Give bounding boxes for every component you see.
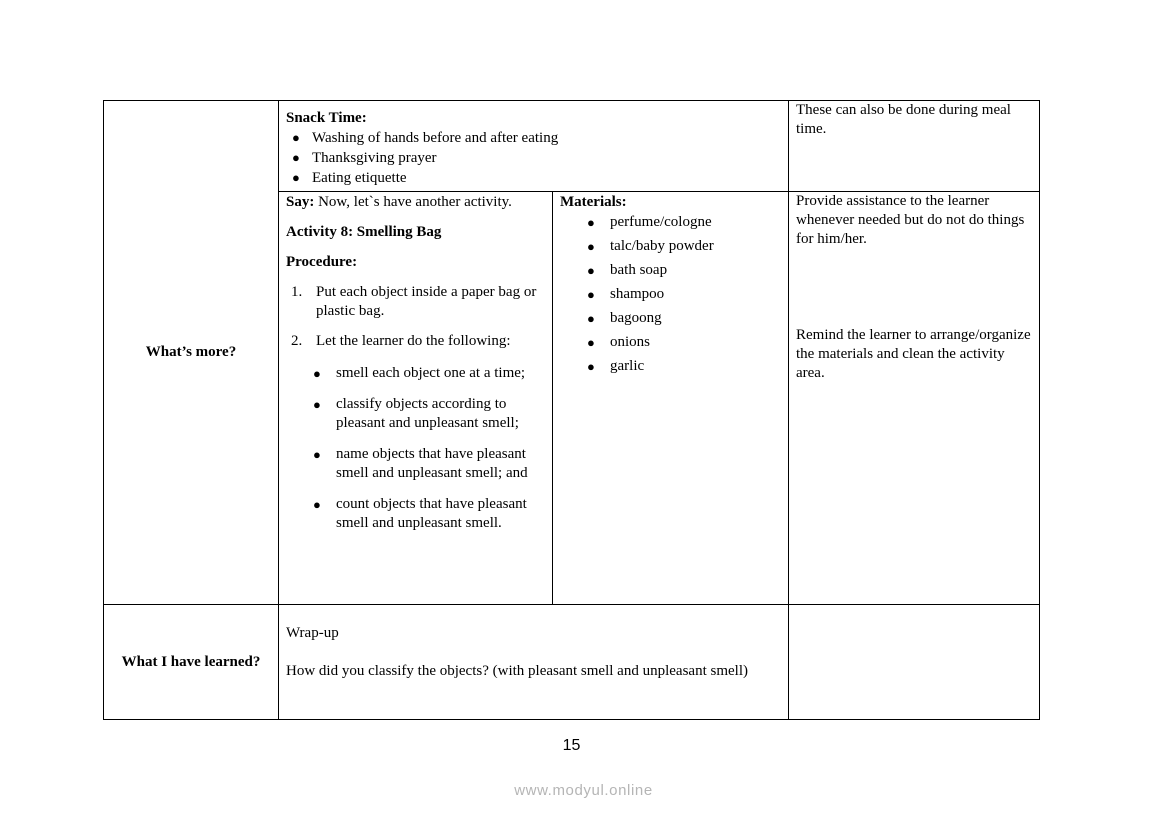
snack-time-title: Snack Time: bbox=[286, 110, 367, 126]
bullet-icon: ● bbox=[587, 335, 595, 350]
table-border-left bbox=[103, 100, 104, 720]
table-border-right bbox=[1039, 100, 1040, 720]
list-item: ● talc/baby powder bbox=[587, 238, 714, 254]
column-divider-1 bbox=[278, 100, 279, 720]
bullet-icon: ● bbox=[313, 397, 321, 412]
bullet-icon: ● bbox=[292, 150, 300, 165]
lesson-table bbox=[103, 100, 1040, 720]
list-item: ● name objects that have pleasant smell and unpleasant smell; and bbox=[313, 446, 528, 481]
bullet-icon: ● bbox=[587, 287, 595, 302]
list-item: ● Eating etiquette bbox=[292, 170, 407, 186]
note-cleanup: Remind the learner to arrange/organize the materials and clean the activity area. bbox=[796, 327, 1031, 381]
bullet-icon: ● bbox=[313, 366, 321, 381]
bullet-icon: ● bbox=[587, 215, 595, 230]
row-divider-main bbox=[103, 604, 1040, 605]
bullet-icon: ● bbox=[292, 130, 300, 145]
note-assistance: Provide assistance to the learner whenever needed but do not do things for him/her. bbox=[796, 193, 1025, 247]
bullet-icon: ● bbox=[587, 239, 595, 254]
list-item: ● garlic bbox=[587, 358, 645, 374]
wrapup-section bbox=[286, 624, 781, 681]
activity-title: Activity 8: Smelling Bag bbox=[286, 224, 442, 240]
list-item: ● bath soap bbox=[587, 262, 668, 278]
procedure-label: Procedure: bbox=[286, 254, 358, 270]
list-item: ● onions bbox=[587, 334, 651, 350]
row-label-what-i-have-learned: What I have learned? bbox=[121, 654, 261, 670]
wrapup-question: How did you classify the objects? (with pleasant smell and unpleasant smell) bbox=[286, 663, 748, 679]
page-number: 15 bbox=[562, 737, 581, 754]
materials-title: Materials: bbox=[560, 194, 627, 210]
bullet-icon: ● bbox=[313, 497, 321, 512]
say-line: Say: Now, let`s have another activity. bbox=[286, 194, 512, 210]
list-item: ● smell each object one at a time; bbox=[313, 365, 526, 381]
list-item: ● bagoong bbox=[587, 310, 662, 326]
list-item: ● count objects that have pleasant smell and unpleasant smell. bbox=[313, 496, 527, 531]
bullet-icon: ● bbox=[587, 263, 595, 278]
procedure-step: 2. Let the learner do the following: bbox=[291, 333, 511, 349]
materials-section bbox=[560, 193, 785, 381]
column-divider-2 bbox=[552, 191, 553, 604]
activity-section bbox=[286, 192, 548, 533]
table-border-bottom bbox=[103, 719, 1040, 720]
column-divider-3 bbox=[788, 100, 789, 720]
snack-time-section bbox=[286, 109, 781, 188]
watermark: www.modyul.online bbox=[514, 782, 653, 799]
bullet-icon: ● bbox=[292, 170, 300, 185]
list-item: ● classify objects according to pleasant and unpleasant smell; bbox=[313, 396, 519, 431]
list-item: ● perfume/cologne bbox=[587, 214, 712, 230]
snack-note: These can also be done during meal time. bbox=[796, 102, 1011, 137]
wrapup-label: Wrap-up bbox=[286, 625, 339, 641]
bullet-icon: ● bbox=[313, 447, 321, 462]
bullet-icon: ● bbox=[587, 359, 595, 374]
list-item: ● Washing of hands before and after eating bbox=[292, 130, 559, 146]
list-item: ● shampoo bbox=[587, 286, 665, 302]
procedure-step: 1. Put each object inside a paper bag or plastic bag. bbox=[291, 284, 537, 319]
row-label-whats-more: What’s more? bbox=[145, 344, 237, 360]
bullet-icon: ● bbox=[587, 311, 595, 326]
list-item: ● Thanksgiving prayer bbox=[292, 150, 437, 166]
